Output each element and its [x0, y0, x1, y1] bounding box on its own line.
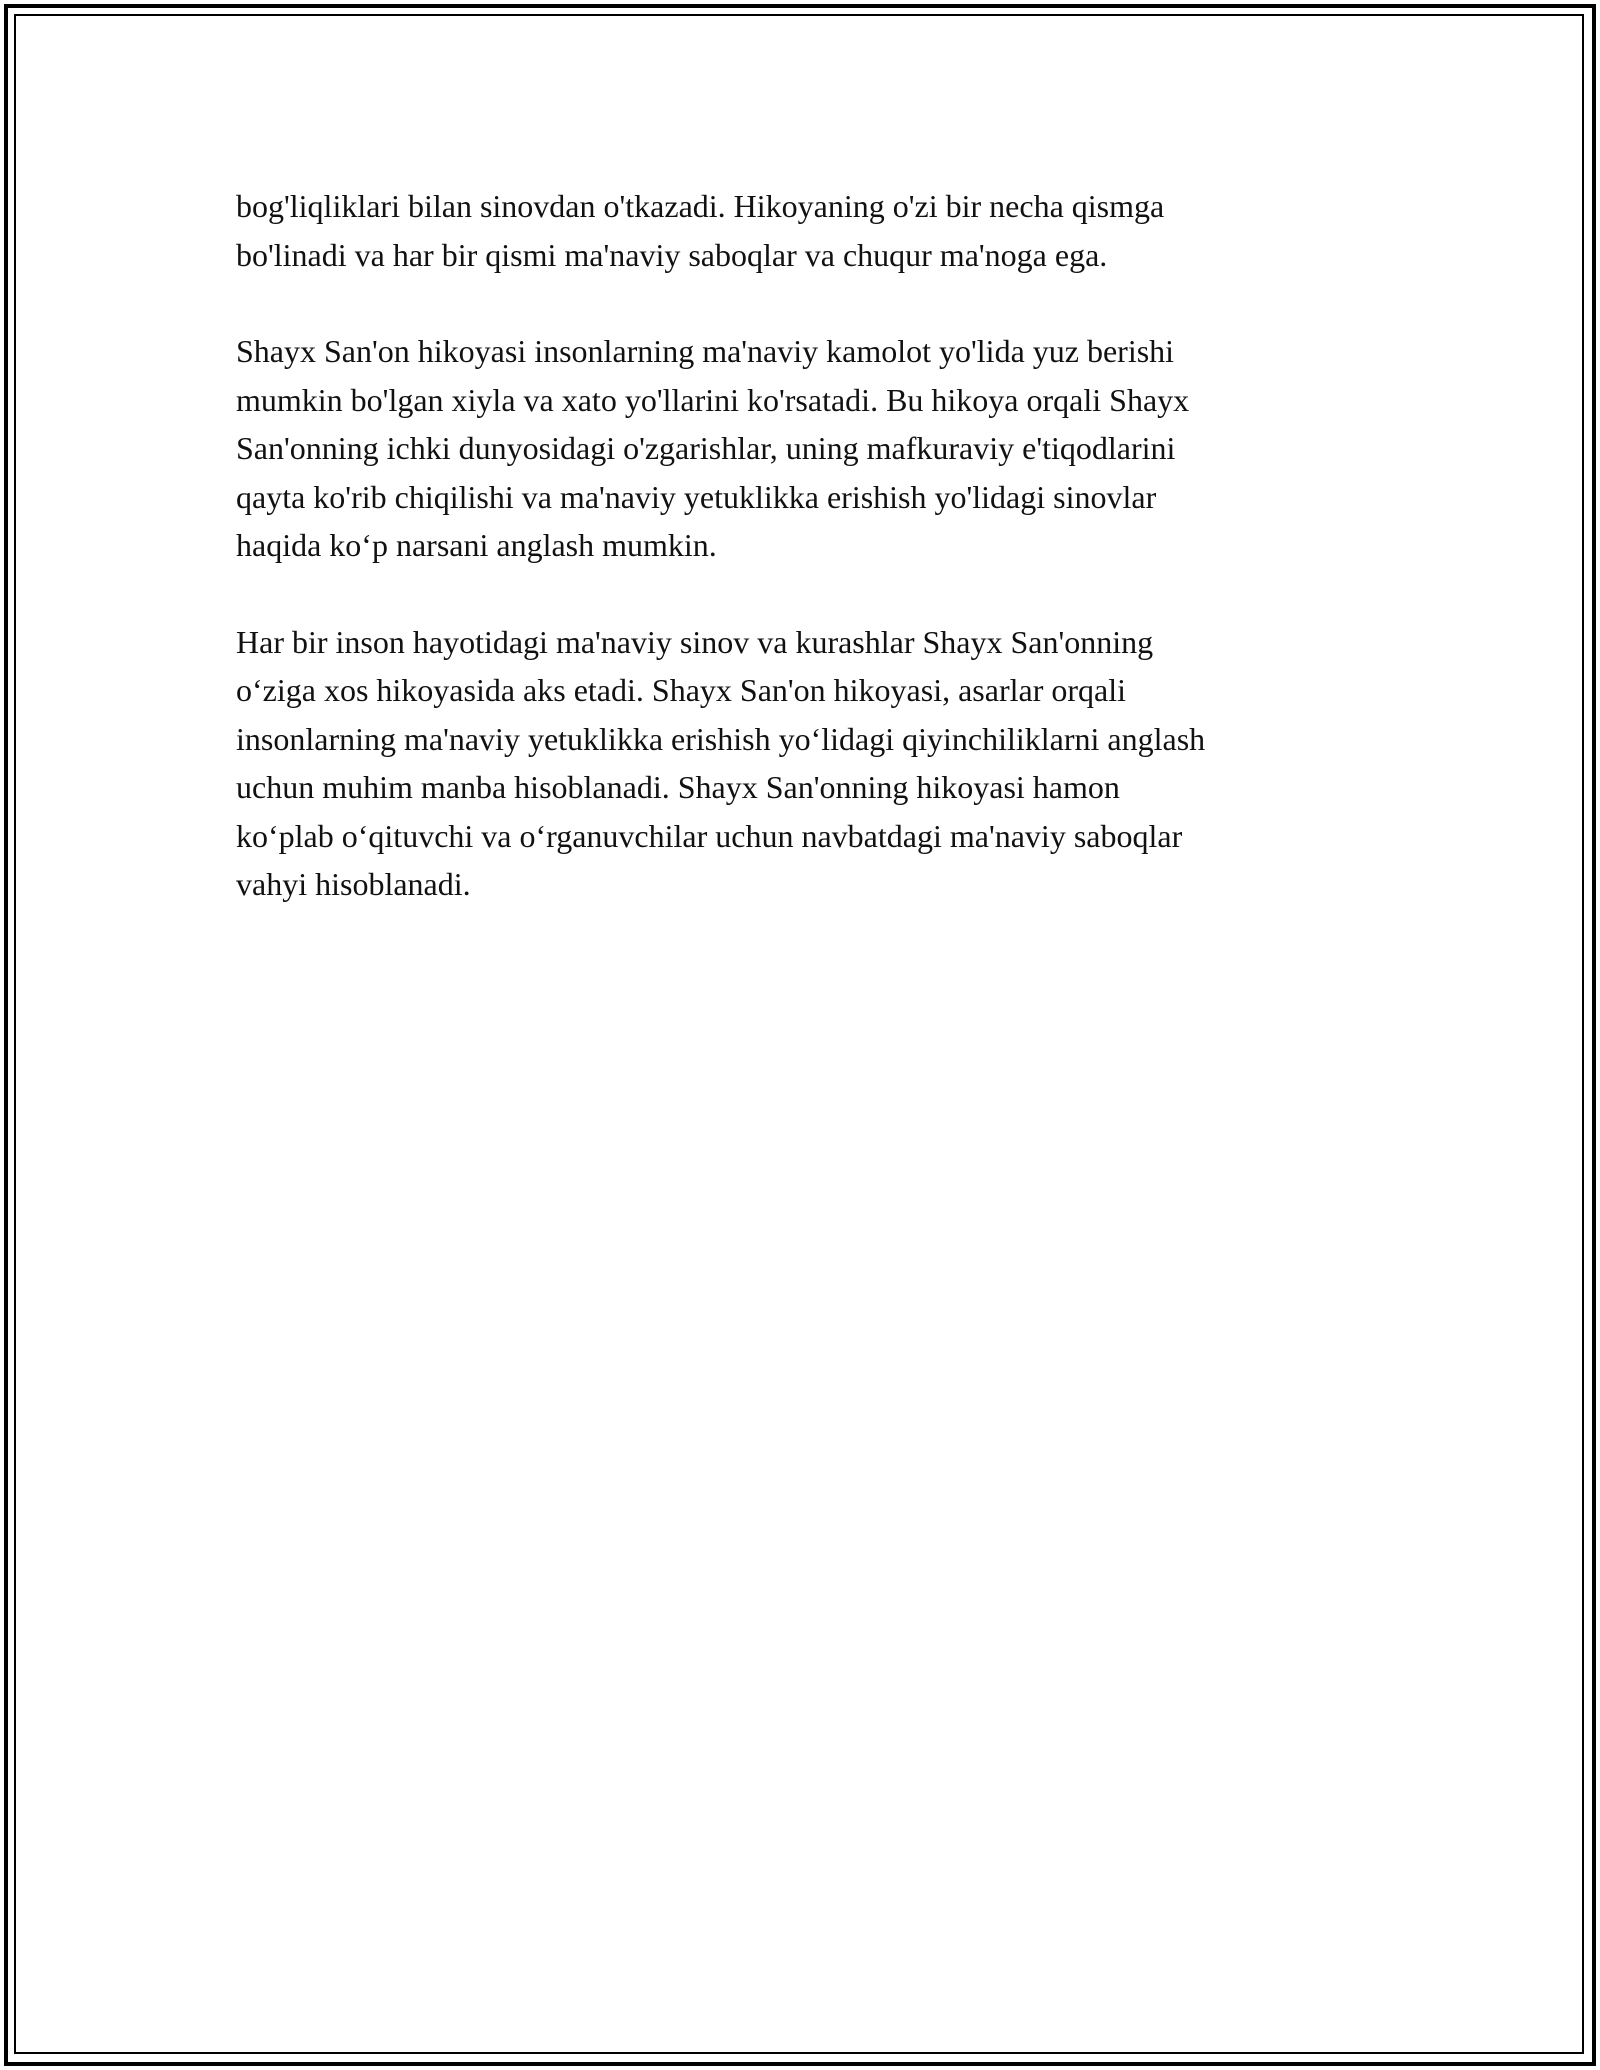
text-line: San'onning ichki dunyosidagi o'zgarishlar, uning mafkuraviy e'tiqodlarini: [236, 430, 1176, 466]
document-body: [236, 182, 1366, 957]
paragraph-1: [236, 182, 1366, 279]
text-line: Har bir inson hayotidagi ma'naviy sinov va kurashlar Shayx San'onning: [236, 623, 1154, 660]
text-line: uchun muhim manba hisoblanadi. Shayx San'onning hikoyasi hamon: [236, 769, 1120, 805]
paragraph-2: [236, 327, 1366, 570]
text-line: Shayx San'on hikoyasi insonlarning ma'naviy kamolot yo'lida yuz berishi: [236, 333, 1175, 369]
text-line: haqida ko‘p narsani anglash mumkin.: [236, 527, 717, 563]
text-line: qayta ko'rib chiqilishi va ma'naviy yetuklikka erishish yo'lidagi sinovlar: [236, 478, 1157, 515]
text-line: vahyi hisoblanadi.: [236, 866, 471, 902]
text-line: ko‘plab o‘qituvchi va o‘rganuvchilar uchun navbatdagi ma'naviy saboqlar: [236, 817, 1183, 854]
paragraph-3: [236, 618, 1366, 909]
text-line: bo'linadi va har bir qismi ma'naviy saboqlar va chuqur ma'noga ega.: [236, 236, 1108, 273]
text-line: o‘ziga xos hikoyasida aks etadi. Shayx San'on hikoyasi, asarlar orqali: [236, 672, 1126, 708]
text-line: mumkin bo'lgan xiyla va xato yo'llarini ko'rsatadi. Bu hikoya orqali Shayx: [236, 381, 1190, 418]
text-line: bog'liqliklari bilan sinovdan o'tkazadi. Hikoyaning o'zi bir necha qismga: [236, 188, 1165, 224]
text-line: insonlarning ma'naviy yetuklikka erishish yo‘lidagi qiyinchiliklarni anglash: [236, 720, 1206, 757]
